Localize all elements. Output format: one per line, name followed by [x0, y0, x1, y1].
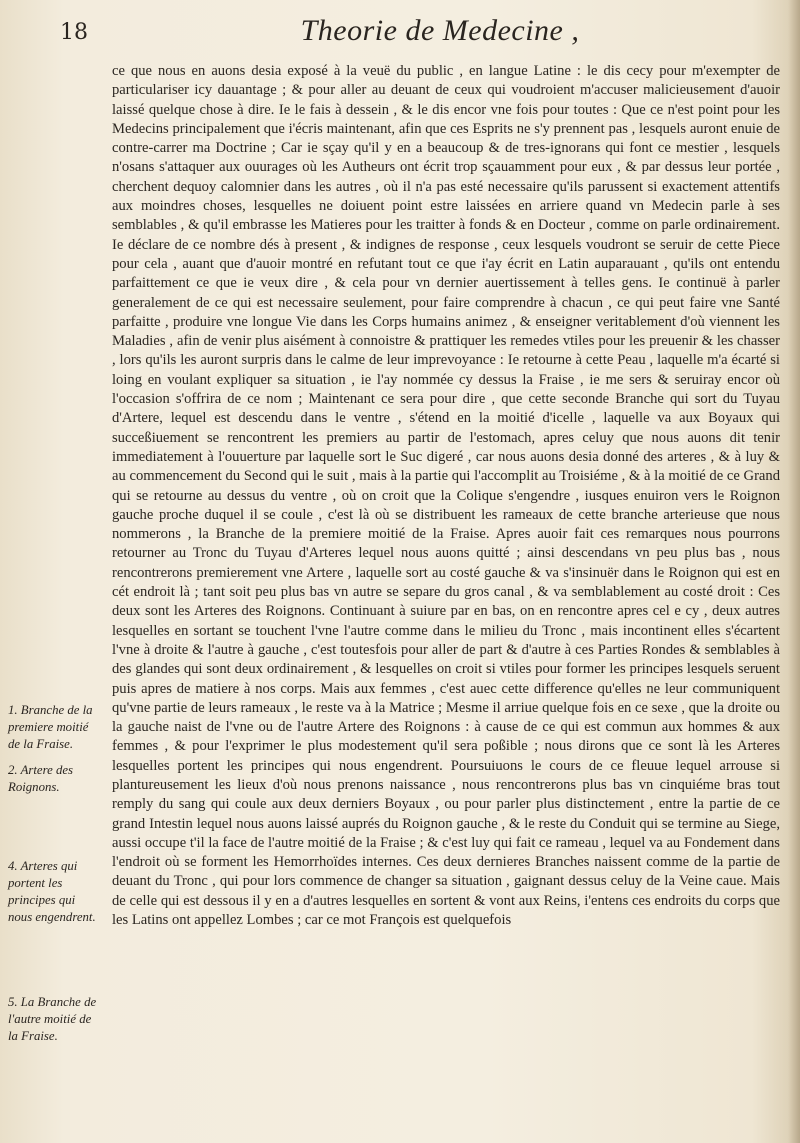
body-paragraph: ce que nous en auons desia exposé à la veuë du public , en langue Latine : le dis cecy pour m'exempter de particulariser icy dauantage ; & pour aller au deuant de ceux qui voudroient m'accuser malicieusement d'auoir laissé quelque chose à dire. Ie le fais à dessein , & le dis encor vne fois pour toutes : Que ce n'est point pour les Medecins principalement que i'écris maintenant, afin que ces Esprits ne s'y prennent pas , lesquels auront enuie de contre-carrer ma Doctrine ; Car ie sçay qu'il y en a beaucoup & de tres-ignorans qui font ce mestier , lesquels n'osans s'attaquer aux ouurages où les Autheurs ont écrit trop sçauamment pour eux , & par dessus leur portée , cherchent dequoy calomnier dans les autres , où il n'a pas esté necessaire qu'ils parussent si exactement attentifs aux moindres choses, lesquelles ne doiuent point estre laissées en arriere quand vn Medecin parle à ses semblables , & qu'il embrasse les Matieres pour les traitter à fonds & en Docteur , comme on parle ordinairement. Ie déclare de ce nombre dés à present , & indignes de response , ceux lesquels voudront se seruir de cette Piece pour cela , auant que d'auoir montré en refutant tout ce que i'ay écrit en Latin auparauant , qu'ils ont entendu parfaittement ce que ie veux dire , & cela pour vn dernier auertissement à telles gens. Ie continuë à parler generalement de ce qui est necessaire seulement, pour faire comprendre à chacun , ce qui peut faire vne Santé parfaitte , produire vne longue Vie dans les Corps humains animez , & enseigner veritablement d'où viennent les Maladies , afin de venir plus aisément à connoistre & prattiquer les remedes vtiles pour les preuenir & les chasser , lors qu'ils les auront surpris dans le calme de leur imprevoyance : Ie retourne à cette Peau , laquelle m'a écarté si loing en voulant expliquer sa situation , ie l'ay nommée cy dessus la Fraise , ie me sers & seruiray encor où l'occasion s'offrira de ce nom ; Maintenant ce sera pour dire , que cette seconde Branche qui sort du Tuyau d'Artere, lequel est descendu dans le ventre , s'étend en la moitié d'icelle , laquelle va aux Boyaux qui succeßiuement se rencontrent les premiers au partir de l'estomach, apres celuy que nous auons dit tenir immediatement à l'ouuerture par laquelle sort le Suc digeré , car nous auons desia donné des arteres , & à luy & au commencement du Second qui le suit , mais à la partie qui l'accomplit au Troisiéme , & à la moitié de ce Grand qui se retourne au dessus du ventre , où on croit que la Colique s'engendre , iusques enuiron vers le Roignon gauche proche duquel il se coule , c'est là où se distribuent les rameaux de cette branche arterieuse que nous nommerons , la Branche de la premiere moitié de la Fraise. Apres auoir fait ces remarques nous pourrons retourner au Tronc du Tuyau d'Arteres lequel nous auons quitté ; ainsi descendans vn peu plus bas , nous rencontrerons premierement vne Artere , laquelle sort au costé gauche & va s'insinuër dans le Roignon qui est en cét endroit là ; tant soit peu plus bas vn autre se separe du gros canal , & va semblablement au costé droit : Ces deux sont les Arteres des Roignons. Continuant à suiure par en bas, on en rencontre apres cel e cy , deux autres lesquelles en sortant se touchent l'vne l'autre comme dans le milieu du Tronc , mais incontinent elles s'écartent l'vne à droite & l'autre à gauche , c'est toutesfois pour aller de part & d'autre à ces Parties Rondes & semblables à des glandes qui sont deux ordinairement , & lesquelles on croit si vtiles pour former les principes lesquels seruent puis apres de matiere à nos corps. Mais aux femmes , c'est auec cette difference qu'elles ne leur communiquent qu'vne partie de leurs rameaux , le reste va à la Matrice ; Mesme il arriue quelque fois en ce sexe , que la droite ou la gauche naist de l'vne ou de l'autre Artere des Roignons : à cause de ce qui est commun aux hommes & aux femmes , & pour l'exprimer le plus modestement qu'il sera poßible ; nous dirons que ce sont là les Arteres lesquelles portent les principes qui nous engendrent. Poursuiuons le cours de ce fleuue lequel arrouse si plantureusement les lieux d'où nous prenons naissance , nous rencontrerons plus bas vn cinquiéme bras tout remply du sang qui coule aux deux derniers Boyaux , ou pour parler plus distinctement , entre la partie de ce grand Intestin lequel nous auons laissé auprés du Roignon gauche , & le reste du Conduit qui se termine au Siege, aussi occupe t'il la face de l'autre moitié de la Fraise ; & c'est luy qui fait ce rameau , lequel va au Fondement dans l'endroit où se forment les Hemorrhoïdes internes. Ces deux dernieres Branches naissent comme de la partie de deuant du Tronc , qui pour lors commence de changer sa situation , gaignant dessus celuy de la Veine caue. Mais de celle qui est dessous il y en a d'autres lesquelles en sortent & vont aux Reins, i'entens ces endroits du corps que les Latins ont appellez Lombes ; car ce mot François est quelquefois [112, 63, 780, 929]
margin-note: 2. Artere des Roignons. [8, 763, 74, 794]
page-number: 18 [60, 20, 88, 45]
margin-note: 5. La Branche de l'autre moitié de la Fraise. [8, 995, 97, 1043]
margin-note: 4. Arteres qui portent les principes qui nous engendrent. [8, 859, 96, 924]
body-text [112, 62, 780, 930]
running-title: Theorie de Medecine , [300, 14, 580, 47]
page-edge-shadow [788, 0, 800, 1143]
margin-note: 1. Branche de la premiere moitié de la Fraise. [8, 703, 93, 751]
page-header [60, 14, 760, 54]
margin-notes [8, 0, 108, 1143]
